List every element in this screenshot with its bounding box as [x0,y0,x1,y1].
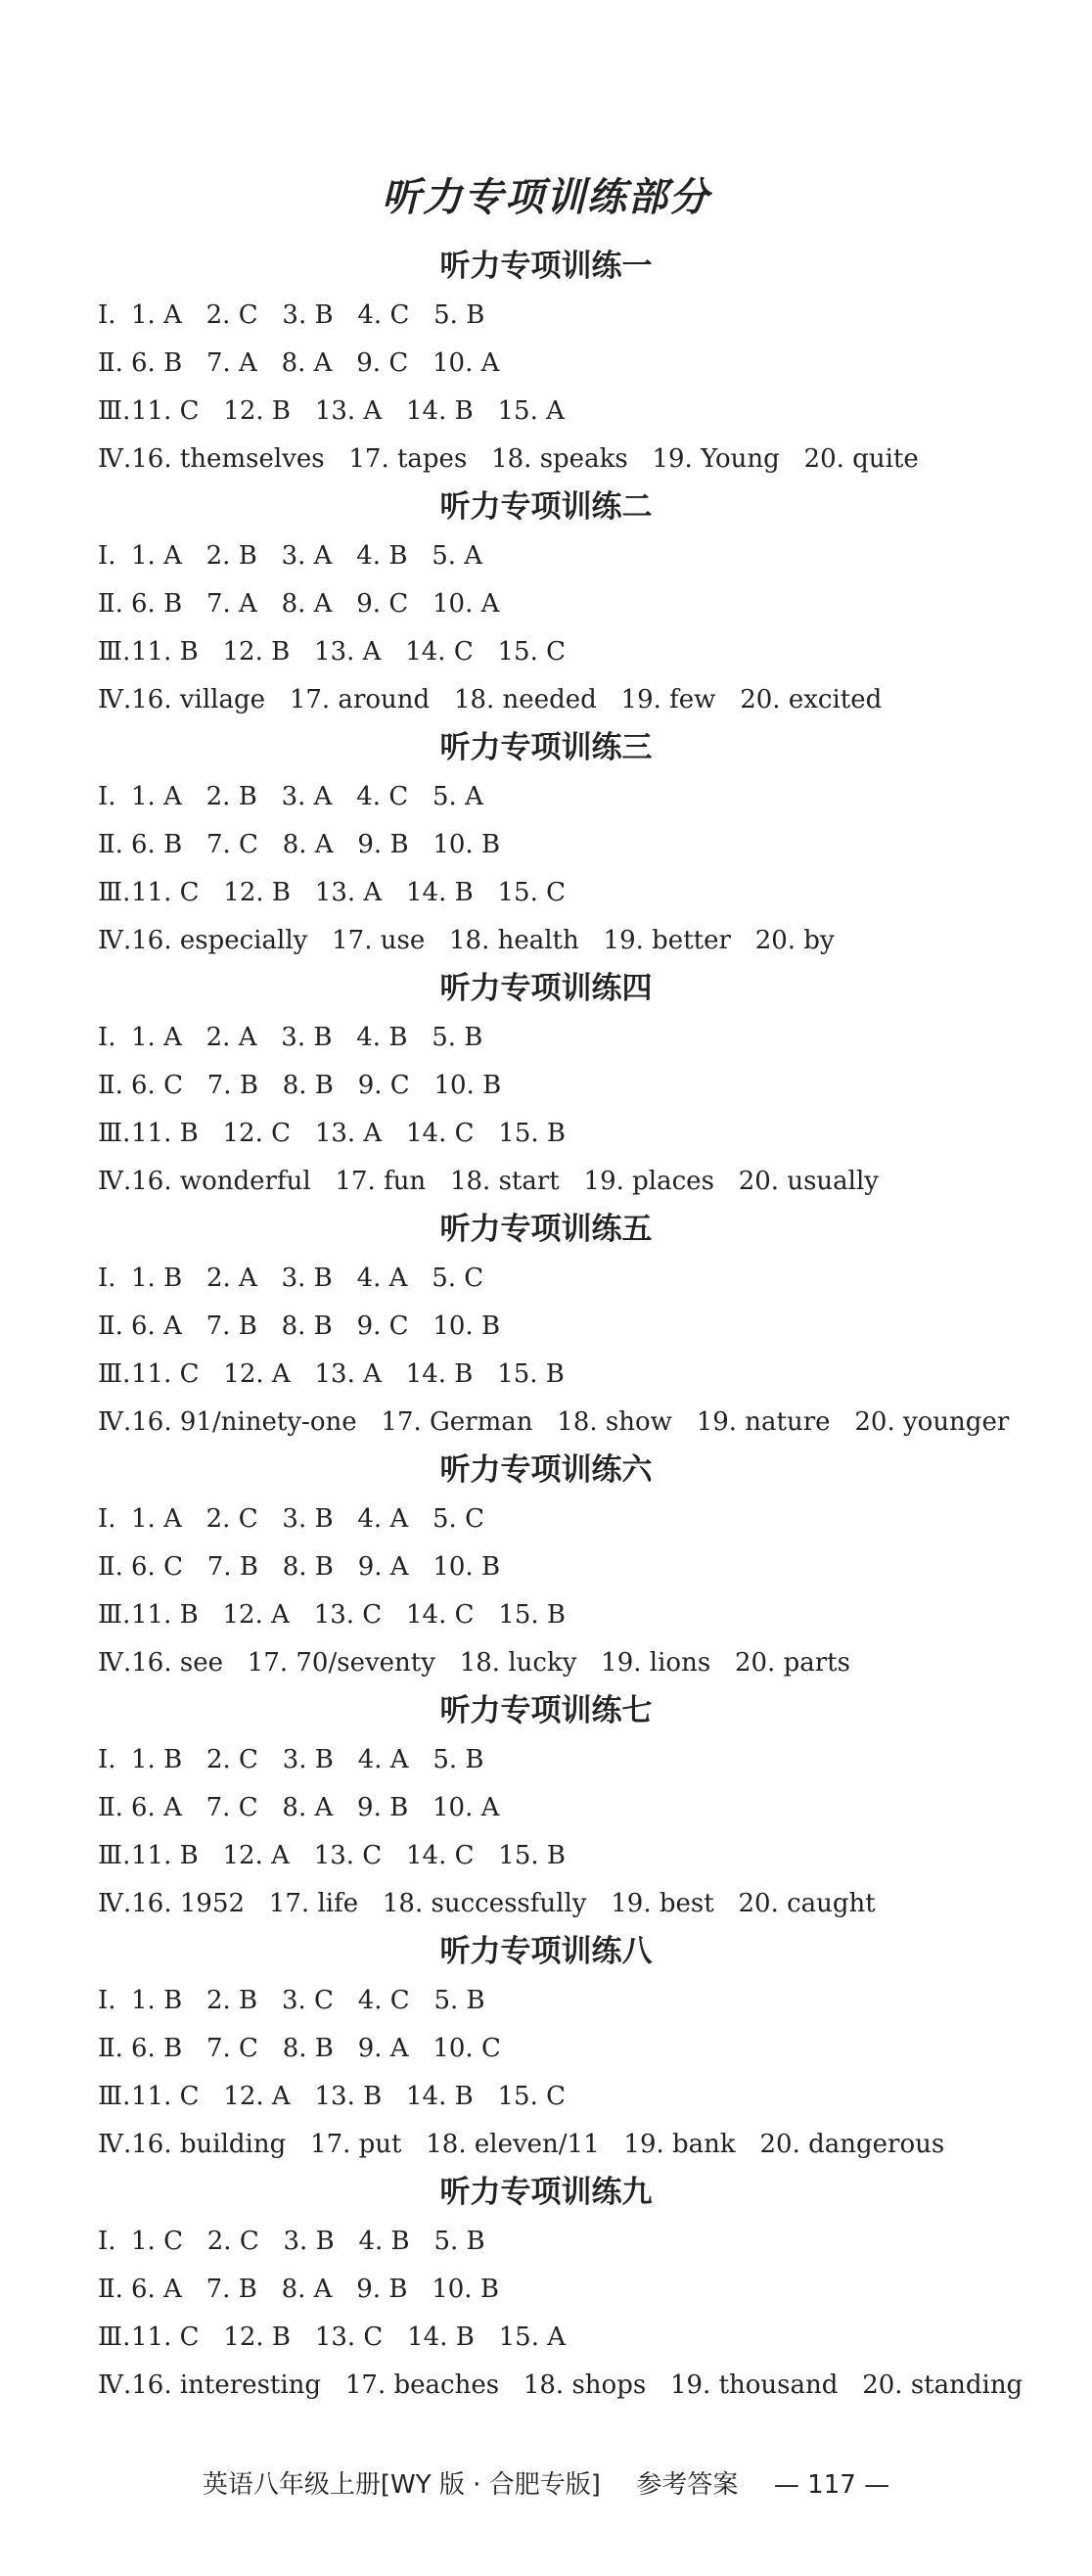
answer-row [0,580,1092,628]
section-5 [0,1204,1092,1447]
page-title: 听力专项训练部分 [382,175,710,220]
answer-text: 16. interesting 17. beaches 18. shops 19. thousand 20. standing [131,2370,1024,2400]
section-title: 听力专项训练六 [439,1452,653,1488]
answer-text: 1. B 2. C 3. B 4. A 5. B [131,1745,484,1774]
answer-row [0,1591,1092,1639]
answer-text: 1. B 2. A 3. B 4. A 5. C [131,1264,484,1293]
section-title: 听力专项训练九 [439,2175,653,2210]
answer-row [0,2266,1092,2314]
answer-text: 6. C 7. B 8. B 9. C 10. B [131,1071,502,1100]
roman-numeral: Ⅰ. [98,1504,116,1534]
answer-row [0,2073,1092,2121]
answer-text: 1. A 2. A 3. B 4. B 5. B [131,1023,483,1052]
answer-row [0,1062,1092,1110]
section-title: 听力专项训练七 [439,1693,653,1728]
answer-text: 16. see 17. 70/seventy 18. lucky 19. lions 20. parts [131,1648,850,1678]
answer-text: 16. wonderful 17. fun 18. start 19. places 20. usually [131,1167,879,1196]
answer-row [0,1495,1092,1543]
answer-row [0,2121,1092,2169]
roman-numeral: Ⅱ. [98,348,123,378]
roman-numeral: Ⅱ. [98,830,123,859]
answer-text: 1. A 2. B 3. A 4. C 5. A [131,782,483,811]
answer-row [0,1351,1092,1399]
answer-text: 11. C 12. B 13. A 14. B 15. C [131,878,567,907]
answer-row [0,1014,1092,1062]
answer-row [0,2314,1092,2362]
answer-row [0,773,1092,821]
roman-numeral: Ⅳ. [98,1407,132,1437]
answer-text: 1. A 2. B 3. A 4. B 5. A [131,541,483,571]
roman-numeral: Ⅱ. [98,1552,123,1582]
answer-row [0,292,1092,340]
roman-numeral: Ⅲ. [98,1600,131,1630]
roman-numeral: Ⅳ. [98,2130,132,2159]
footer-book-title: 英语八年级上册[WY 版 · 合肥专版] [202,2470,601,2500]
answer-row [0,1639,1092,1687]
roman-numeral: Ⅱ. [98,1311,123,1341]
roman-numeral: Ⅱ. [98,2275,123,2304]
roman-numeral: Ⅱ. [98,589,123,619]
answer-text: 11. B 12. B 13. A 14. C 15. C [131,637,567,667]
answer-row [0,340,1092,388]
roman-numeral: Ⅱ. [98,1071,123,1100]
answer-text: 16. 1952 17. life 18. successfully 19. best 20. caught [131,1889,876,1918]
roman-numeral: Ⅲ. [98,1841,131,1870]
section-7 [0,1685,1092,1928]
roman-numeral: Ⅲ. [98,637,131,667]
answer-text: 16. village 17. around 18. needed 19. few 20. excited [131,685,883,714]
roman-numeral: Ⅲ. [98,1359,131,1389]
page-number: — 117 — [773,2470,890,2500]
answer-row [0,1784,1092,1832]
answer-row [0,1736,1092,1784]
roman-numeral: Ⅳ. [98,444,132,474]
roman-numeral: Ⅳ. [98,1648,132,1678]
footer-label: 参考答案 [636,2470,739,2500]
section-8 [0,1926,1092,2169]
answer-row [0,2362,1092,2410]
answer-row [0,821,1092,869]
section-title: 听力专项训练一 [439,249,653,284]
answer-text: 6. B 7. C 8. B 9. A 10. C [131,2034,501,2063]
answer-row [0,436,1092,483]
answer-text: 16. especially 17. use 18. health 19. better 20. by [131,926,835,955]
roman-numeral: Ⅰ. [98,1023,116,1052]
section-title: 听力专项训练二 [439,489,653,525]
answer-row [0,628,1092,676]
roman-numeral: Ⅰ. [98,1986,116,2015]
answer-text: 11. C 12. A 13. A 14. B 15. B [131,1359,565,1389]
section-1 [0,241,1092,483]
answer-text: 1. C 2. C 3. B 4. B 5. B [131,2227,485,2256]
roman-numeral: Ⅲ. [98,878,131,907]
roman-numeral: Ⅲ. [98,396,131,426]
answer-row [0,1110,1092,1158]
answer-text: 16. building 17. put 18. eleven/11 19. bank 20. dangerous [131,2130,945,2159]
roman-numeral: Ⅰ. [98,541,116,571]
section-title: 听力专项训练三 [439,730,653,765]
roman-numeral: Ⅰ. [98,1264,116,1293]
answer-row [0,1399,1092,1447]
answer-text: 6. A 7. B 8. A 9. B 10. B [131,2275,499,2304]
roman-numeral: Ⅰ. [98,300,116,330]
answer-row [0,1158,1092,1206]
answer-text: 6. A 7. B 8. B 9. C 10. B [131,1311,501,1341]
answer-text: 11. C 12. B 13. C 14. B 15. A [131,2323,567,2352]
section-9 [0,2167,1092,2410]
section-4 [0,963,1092,1206]
answer-text: 16. 91/ninety-one 17. German 18. show 19. nature 20. younger [131,1407,1010,1437]
section-title: 听力专项训练五 [439,1212,653,1247]
answer-text: 16. themselves 17. tapes 18. speaks 19. Young 20. quite [131,444,919,474]
section-3 [0,722,1092,965]
answer-text: 6. C 7. B 8. B 9. A 10. B [131,1552,501,1582]
answer-row [0,2218,1092,2266]
answer-text: 11. B 12. C 13. A 14. C 15. B [131,1119,567,1148]
roman-numeral: Ⅲ. [98,1119,131,1148]
roman-numeral: Ⅲ. [98,2323,131,2352]
answer-row [0,1977,1092,2025]
roman-numeral: Ⅱ. [98,1793,123,1822]
answer-row [0,1543,1092,1591]
roman-numeral: Ⅰ. [98,2227,116,2256]
answer-row [0,532,1092,580]
roman-numeral: Ⅳ. [98,1889,132,1918]
answer-row [0,917,1092,965]
answer-text: 6. B 7. C 8. A 9. B 10. B [131,830,501,859]
answer-text: 6. A 7. C 8. A 9. B 10. A [131,1793,500,1822]
page-footer [0,2464,1092,2501]
answer-row [0,1303,1092,1351]
roman-numeral: Ⅳ. [98,685,132,714]
answer-text: 6. B 7. A 8. A 9. C 10. A [131,348,500,378]
answer-row [0,676,1092,724]
roman-numeral: Ⅳ. [98,926,132,955]
section-6 [0,1445,1092,1687]
answer-text: 6. B 7. A 8. A 9. C 10. A [131,589,500,619]
answer-text: 1. A 2. C 3. B 4. A 5. C [131,1504,484,1534]
answer-row [0,1255,1092,1303]
answer-row [0,2025,1092,2073]
answer-row [0,869,1092,917]
roman-numeral: Ⅳ. [98,2370,132,2400]
answer-text: 11. B 12. A 13. C 14. C 15. B [131,1841,567,1870]
answer-text: 11. B 12. A 13. C 14. C 15. B [131,1600,567,1630]
answer-row [0,388,1092,436]
answer-text: 1. B 2. B 3. C 4. C 5. B [131,1986,485,2015]
answer-text: 11. C 12. B 13. A 14. B 15. A [131,396,565,426]
roman-numeral: Ⅳ. [98,1167,132,1196]
answer-row [0,1880,1092,1928]
section-title: 听力专项训练四 [439,971,653,1006]
roman-numeral: Ⅰ. [98,1745,116,1774]
answer-text: 11. C 12. A 13. B 14. B 15. C [131,2082,567,2111]
roman-numeral: Ⅲ. [98,2082,131,2111]
section-2 [0,482,1092,724]
section-title: 听力专项训练八 [439,1934,653,1969]
roman-numeral: Ⅱ. [98,2034,123,2063]
answer-text: 1. A 2. C 3. B 4. C 5. B [131,300,485,330]
roman-numeral: Ⅰ. [98,782,116,811]
answer-row [0,1832,1092,1880]
